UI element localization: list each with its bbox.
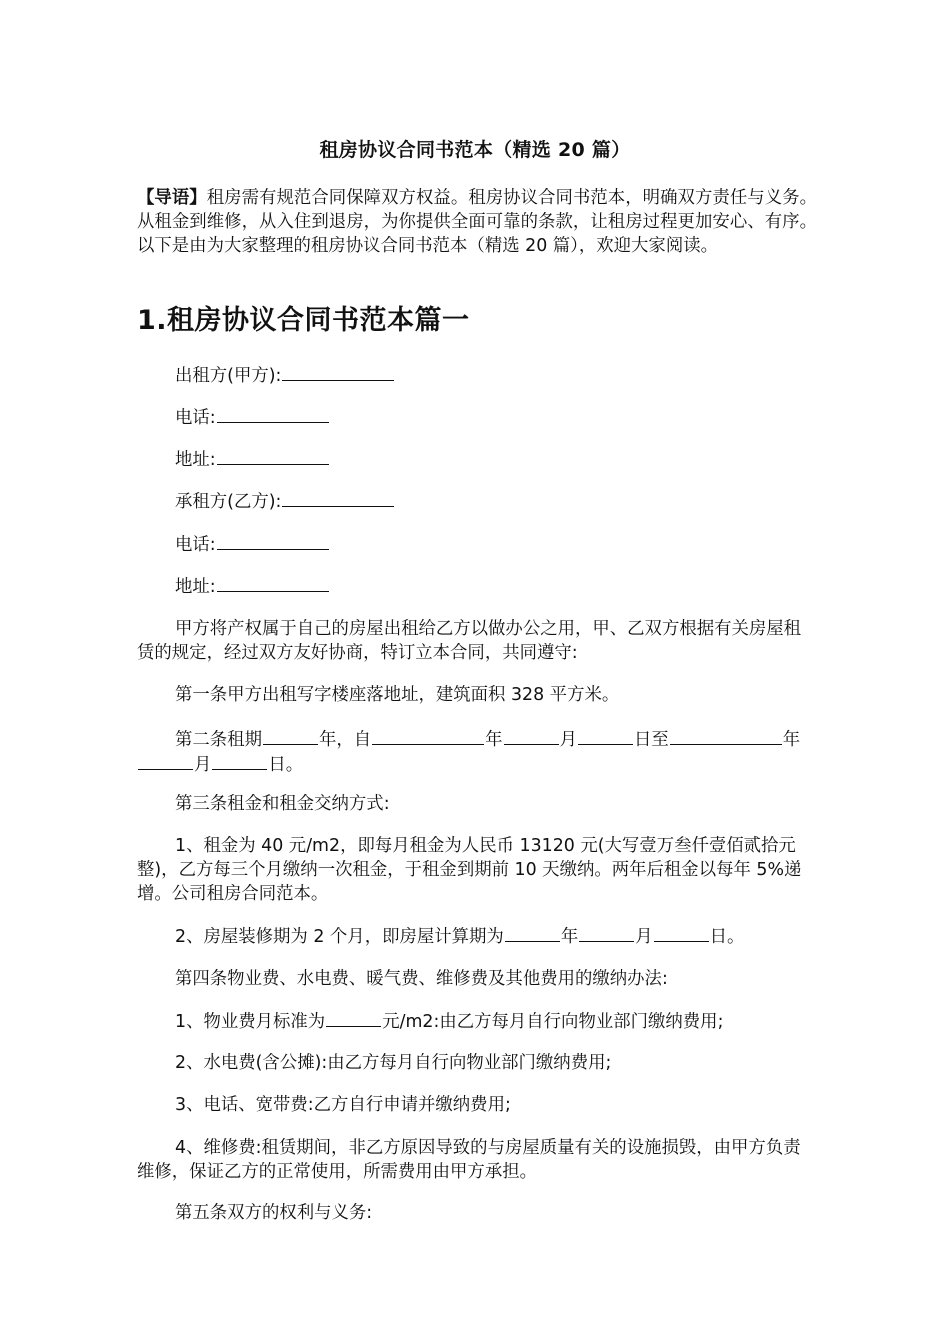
lessee-line xyxy=(137,489,814,514)
article-2-text: 年 xyxy=(782,730,801,750)
lessor-address-line xyxy=(137,447,814,472)
lessor-address-label: 地址: xyxy=(175,450,216,470)
article-3-item-2 xyxy=(137,924,814,949)
blank xyxy=(326,1009,381,1027)
article-2-text: 日至 xyxy=(633,730,669,750)
blank xyxy=(263,727,318,745)
article-4-item-1 xyxy=(137,1009,814,1034)
article-2-text: 月 xyxy=(194,755,212,775)
lessee-phone-blank xyxy=(217,532,329,550)
blank xyxy=(505,924,560,942)
blank xyxy=(504,727,559,745)
intro-paragraph xyxy=(137,186,817,258)
blank xyxy=(654,924,709,942)
intro-text: 租房需有规范合同保障双方权益。租房协议合同书范本，明确双方责任与义务。从租金到维修，从入住到退房，为你提供全面可靠的条款，让租房过程更加安心、有序。以下是由为大家整理的租房协议合同书范本（精选 20 篇），欢迎大家阅读。 xyxy=(137,188,817,256)
lessor-phone-line xyxy=(137,405,814,430)
blank xyxy=(670,727,782,745)
blank xyxy=(372,727,484,745)
preamble-paragraph: 甲方将产权属于自己的房屋出租给乙方以做办公之用，甲、乙双方根据有关房屋租赁的规定，经过双方友好协商，特订立本合同，共同遵守: xyxy=(137,619,802,663)
article-5-title: 第五条双方的权利与义务: xyxy=(175,1203,373,1223)
article-2 xyxy=(137,727,814,777)
article-4-item-2: 2、水电费(含公摊):由乙方每月自行向物业部门缴纳费用; xyxy=(175,1053,612,1073)
lessee-phone-line xyxy=(137,532,814,557)
document-title: 租房协议合同书范本（精选 20 篇） xyxy=(319,139,631,161)
blank xyxy=(212,752,267,770)
lessee-label: 承租方(乙方): xyxy=(175,492,282,512)
section-heading: 1.租房协议合同书范本篇一 xyxy=(137,305,470,336)
intro-lead: 【导语】 xyxy=(137,188,207,208)
article-3-item-2-text: 2、房屋装修期为 2 个月，即房屋计算期为 xyxy=(175,927,504,947)
article-3-item-2-text: 月 xyxy=(635,927,653,947)
article-4-item-1-text: 1、物业费月标准为 xyxy=(175,1012,326,1032)
article-1: 第一条甲方出租写字楼座落地址，建筑面积 328 平方米。 xyxy=(175,685,620,705)
lessee-address-blank xyxy=(217,574,329,592)
blank xyxy=(578,727,633,745)
lessor-phone-blank xyxy=(217,405,329,423)
lessor-line xyxy=(137,363,814,388)
article-4-item-1-text: 元/m2:由乙方每月自行向物业部门缴纳费用; xyxy=(382,1012,724,1032)
lessee-phone-label: 电话: xyxy=(175,535,216,555)
article-2-text: 月 xyxy=(559,730,577,750)
article-2-text: 第二条租期 xyxy=(175,730,262,750)
lessee-address-label: 地址: xyxy=(175,577,216,597)
article-2-text: 年 xyxy=(485,730,503,750)
lessor-phone-label: 电话: xyxy=(175,408,216,428)
lessor-label: 出租方(甲方): xyxy=(175,366,282,386)
article-3-item-2-text: 年 xyxy=(560,927,579,947)
article-3-item-1: 1、租金为 40 元/m2，即每月租金为人民币 13120 元(大写壹万叁仟壹佰贰拾元整)，乙方每三个月缴纳一次租金，于租金到期前 10 天缴纳。两年后租金以每年 5%递增。公司租房合同范本。 xyxy=(137,836,802,904)
article-4-item-4: 4、维修费:租赁期间，非乙方原因导致的与房屋质量有关的设施损毁，由甲方负责维修，保证乙方的正常使用，所需费用由甲方承担。 xyxy=(137,1138,801,1182)
article-3-title: 第三条租金和租金交纳方式: xyxy=(175,794,390,814)
lessee-address-line xyxy=(137,574,814,599)
blank xyxy=(138,752,193,770)
lessor-blank xyxy=(282,363,394,381)
article-4-title: 第四条物业费、水电费、暖气费、维修费及其他费用的缴纳办法: xyxy=(175,969,668,989)
lessor-address-blank xyxy=(217,447,329,465)
article-2-text: 年，自 xyxy=(318,730,372,750)
article-2-text: 日。 xyxy=(268,755,304,775)
lessee-blank xyxy=(282,489,394,507)
article-4-item-3: 3、电话、宽带费:乙方自行申请并缴纳费用; xyxy=(175,1095,511,1115)
article-3-item-2-text: 日。 xyxy=(709,927,745,947)
blank xyxy=(579,924,634,942)
